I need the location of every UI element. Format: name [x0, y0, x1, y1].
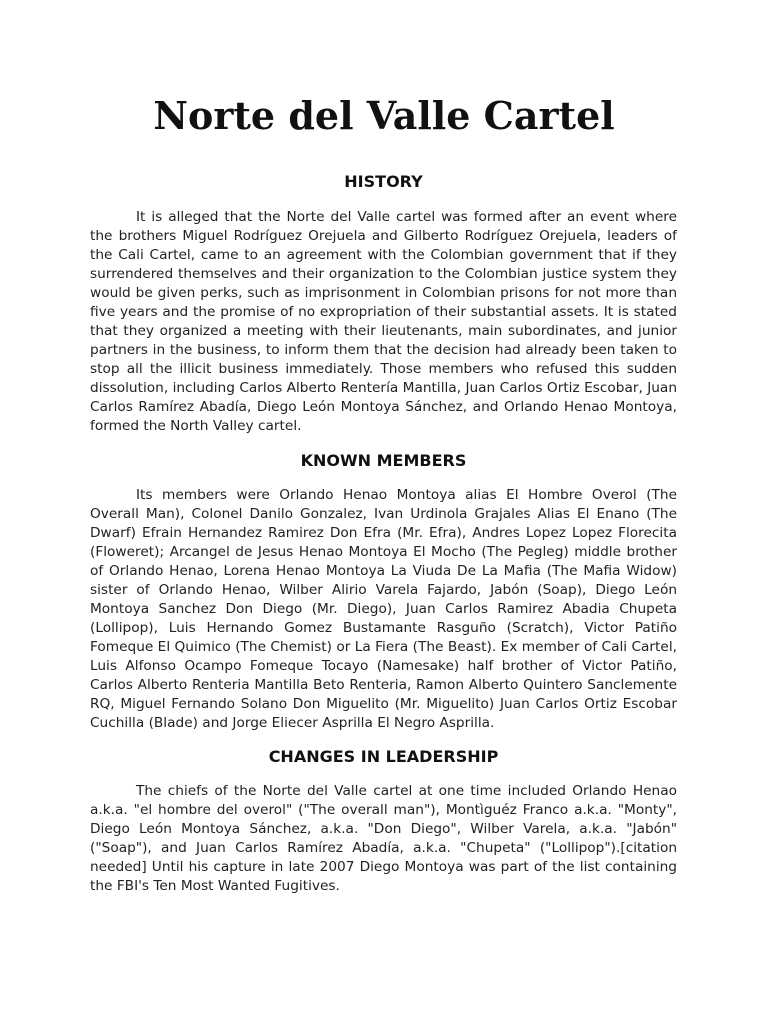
section-known-members [90, 451, 677, 733]
section-body-changes-in-leadership: The chiefs of the Norte del Valle cartel at one time included Orlando Henao a.k.a. "el hombre del overol" ("The overall man"), Montìguéz Franco a.k.a. "Monty", Diego León Montoya Sánchez, a.k.a. "Don Diego", Wilber Varela, a.k.a. "Jabón" ("Soap"), and Juan Carlos Ramírez Abadía, a.k.a. "Chupeta" ("Lollipop").[citation needed] Until his capture in late 2007 Diego Montoya was part of the list containing the FBI's Ten Most Wanted Fugitives. [90, 783, 677, 894]
section-history [90, 172, 677, 436]
section-body-history: It is alleged that the Norte del Valle cartel was formed after an event where the brothers Miguel Rodríguez Orejuela and Gilberto Rodríguez Orejuela, leaders of the Cali Cartel, came to an agreement with the Colombian government that if they surrendered themselves and their organization to the Colombian justice system they would be given perks, such as imprisonment in Colombian prisons for not more than five years and the promise of no expropriation of their substantial assets. It is stated that they organized a meeting with their lieutenants, main subordinates, and junior partners in the business, to inform them that the decision had already been taken to stop all the illicit business immediately. Those members who refused this sudden dissolution, including Carlos Alberto Rentería Mantilla, Juan Carlos Ortiz Escobar, Juan Carlos Ramírez Abadía, Diego León Montoya Sánchez, and Orlando Henao Montoya, formed the North Valley cartel. [90, 209, 677, 434]
document-title: Norte del Valle Cartel [153, 93, 615, 138]
section-heading-changes-in-leadership: CHANGES IN LEADERSHIP [268, 747, 499, 766]
section-heading-history: HISTORY [344, 172, 423, 191]
section-body-known-members: Its members were Orlando Henao Montoya alias El Hombre Overol (The Overall Man), Colonel Danilo Gonzalez, Ivan Urdinola Grajales Alias El Enano (The Dwarf) Efrain Hernandez Ramirez Don Efra (Mr. Efra), Andres Lopez Lopez Florecita (Floweret); Arcangel de Jesus Henao Montoya El Mocho (The Pegleg) middle brother of Orlando Henao, Lorena Henao Montoya La Viuda De La Mafia (The Mafia Widow) sister of Orlando Henao, Wilber Alirio Varela Fajardo, Jabón (Soap), Diego León Montoya Sanchez Don Diego (Mr. Diego), Juan Carlos Ramirez Abadia Chupeta (Lollipop), Luis Hernando Gomez Bustamante Rasguño (Scratch), Victor Patiño Fomeque El Quimico (The Chemist) or La Fiera (The Beast). Ex member of Cali Cartel, Luis Alfonso Ocampo Fomeque Tocayo (Namesake) half brother of Victor Patiño, Carlos Alberto Renteria Mantilla Beto Renteria, Ramon Alberto Quintero Sanclemente RQ, Miguel Fernando Solano Don Miguelito (Mr. Miguelito) Juan Carlos Ortiz Escobar Cuchilla (Blade) and Jorge Eliecer Asprilla El Negro Asprilla. [90, 487, 677, 731]
section-changes-in-leadership [90, 747, 677, 896]
section-heading-known-members: KNOWN MEMBERS [300, 451, 467, 470]
